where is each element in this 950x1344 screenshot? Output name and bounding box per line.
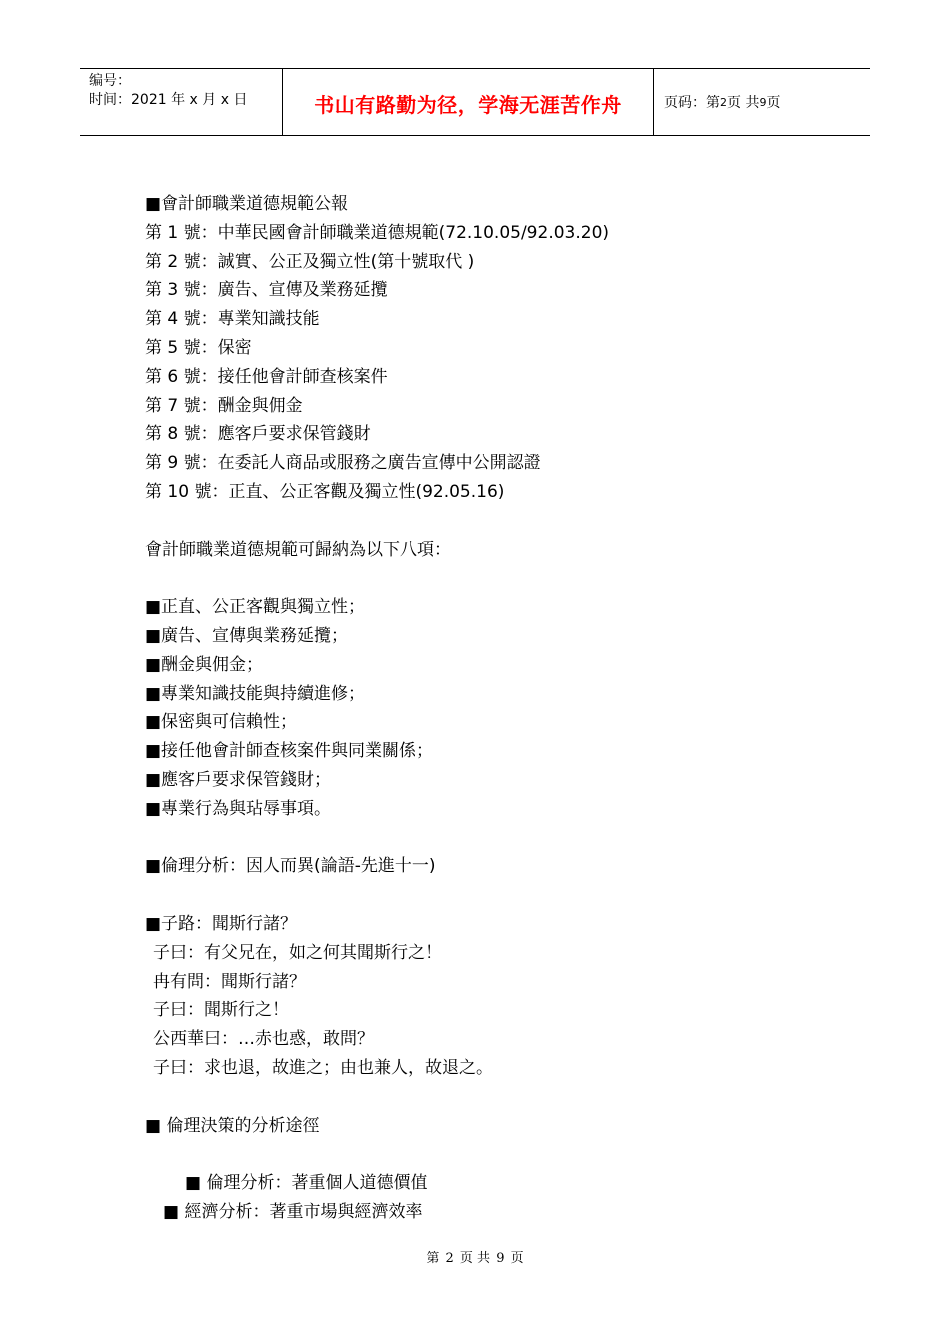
dialogue-line: 子曰：有父兄在，如之何其聞斯行之！ <box>153 942 442 963</box>
motto-text: 书山有路勤为径，学海无涯苦作舟 <box>314 93 622 117</box>
page-header <box>80 68 870 136</box>
bulletin-item: 第 5 號：保密 <box>145 337 252 358</box>
bulletin-item: 第 6 號：接任他會計師查核案件 <box>145 366 388 387</box>
principle-item: ■保密與可信賴性； <box>145 712 298 733</box>
decision-item: ■ 倫理分析：著重個人道德價值 <box>185 1173 428 1194</box>
principle-item: ■專業行為與玷辱事項。 <box>145 798 332 819</box>
header-page-cell <box>654 69 870 135</box>
dialogue-line: 子曰：聞斯行之！ <box>153 1000 289 1021</box>
spacer <box>145 824 845 853</box>
bulletin-item: 第 3 號：廣告、宣傳及業務延攬 <box>145 280 388 301</box>
bulletin-item: 第 8 號：應客戶要求保管錢財 <box>145 424 371 445</box>
summary-intro: 會計師職業道德規範可歸納為以下八項： <box>145 539 451 560</box>
spacer <box>145 564 845 593</box>
decision-heading: ■ 倫理決策的分析途徑 <box>145 1115 320 1136</box>
document-date: 时间：2021 年 x 月 x 日 <box>89 92 248 108</box>
decision-item: ■ 經濟分析：著重市場與經濟效率 <box>163 1201 423 1222</box>
principle-item: ■酬金與佣金； <box>145 654 264 675</box>
bulletin-item: 第 9 號：在委託人商品或服務之廣告宣傳中公開認證 <box>145 453 541 474</box>
page-mid: 页 共 <box>727 95 760 111</box>
bulletin-item: 第 10 號：正直、公正客觀及獨立性(92.05.16) <box>145 481 505 502</box>
dialogue-line: 子曰：求也退，故進之；由也兼人，故退之。 <box>153 1057 493 1078</box>
principle-item: ■廣告、宣傳與業務延攬； <box>145 625 349 646</box>
principle-item: ■專業知識技能與持續進修； <box>145 683 366 704</box>
dialogue-line: 公西華曰：…赤也惑，敢問？ <box>153 1029 374 1050</box>
section-heading: ■會計師職業道德規範公報 <box>145 194 349 214</box>
footer-prefix: 第 <box>426 1251 440 1266</box>
spacer <box>145 1140 845 1169</box>
dialogue-line: ■子路：聞斯行諸？ <box>145 913 298 934</box>
spacer <box>145 507 845 536</box>
bulletin-item: 第 1 號：中華民國會計師職業道德規範(72.10.05/92.03.20) <box>145 222 610 243</box>
bulletin-item: 第 2 號：誠實、公正及獨立性(第十號取代 ) <box>145 251 475 272</box>
footer-suffix: 页 <box>510 1251 524 1266</box>
principle-item: ■接任他會計師查核案件與同業關係； <box>145 741 434 762</box>
dialogue-line: 冉有問：聞斯行諸？ <box>153 971 306 992</box>
page-total: 9 <box>759 95 767 109</box>
header-motto-cell <box>283 69 654 135</box>
spacer <box>145 881 845 910</box>
document-body <box>145 190 845 1227</box>
principle-item: ■應客戶要求保管錢財； <box>145 769 332 790</box>
ethics-analysis-heading: ■倫理分析：因人而異(論語-先進十一) <box>145 856 436 877</box>
spacer <box>145 1083 845 1112</box>
bulletin-item: 第 7 號：酬金與佣金 <box>145 395 303 416</box>
footer-page-number: 2 <box>445 1251 454 1266</box>
document-number: 编号： <box>89 73 131 89</box>
page-suffix: 页 <box>766 95 781 111</box>
header-info-cell <box>80 69 283 135</box>
page-number: 2 <box>720 95 727 109</box>
footer-mid: 页 共 <box>459 1251 491 1266</box>
bulletin-item: 第 4 號：專業知識技能 <box>145 309 320 330</box>
page-footer <box>0 1247 950 1266</box>
principle-item: ■正直、公正客觀與獨立性； <box>145 597 366 618</box>
page-prefix: 页码：第 <box>664 95 720 111</box>
footer-page-total: 9 <box>496 1251 505 1266</box>
